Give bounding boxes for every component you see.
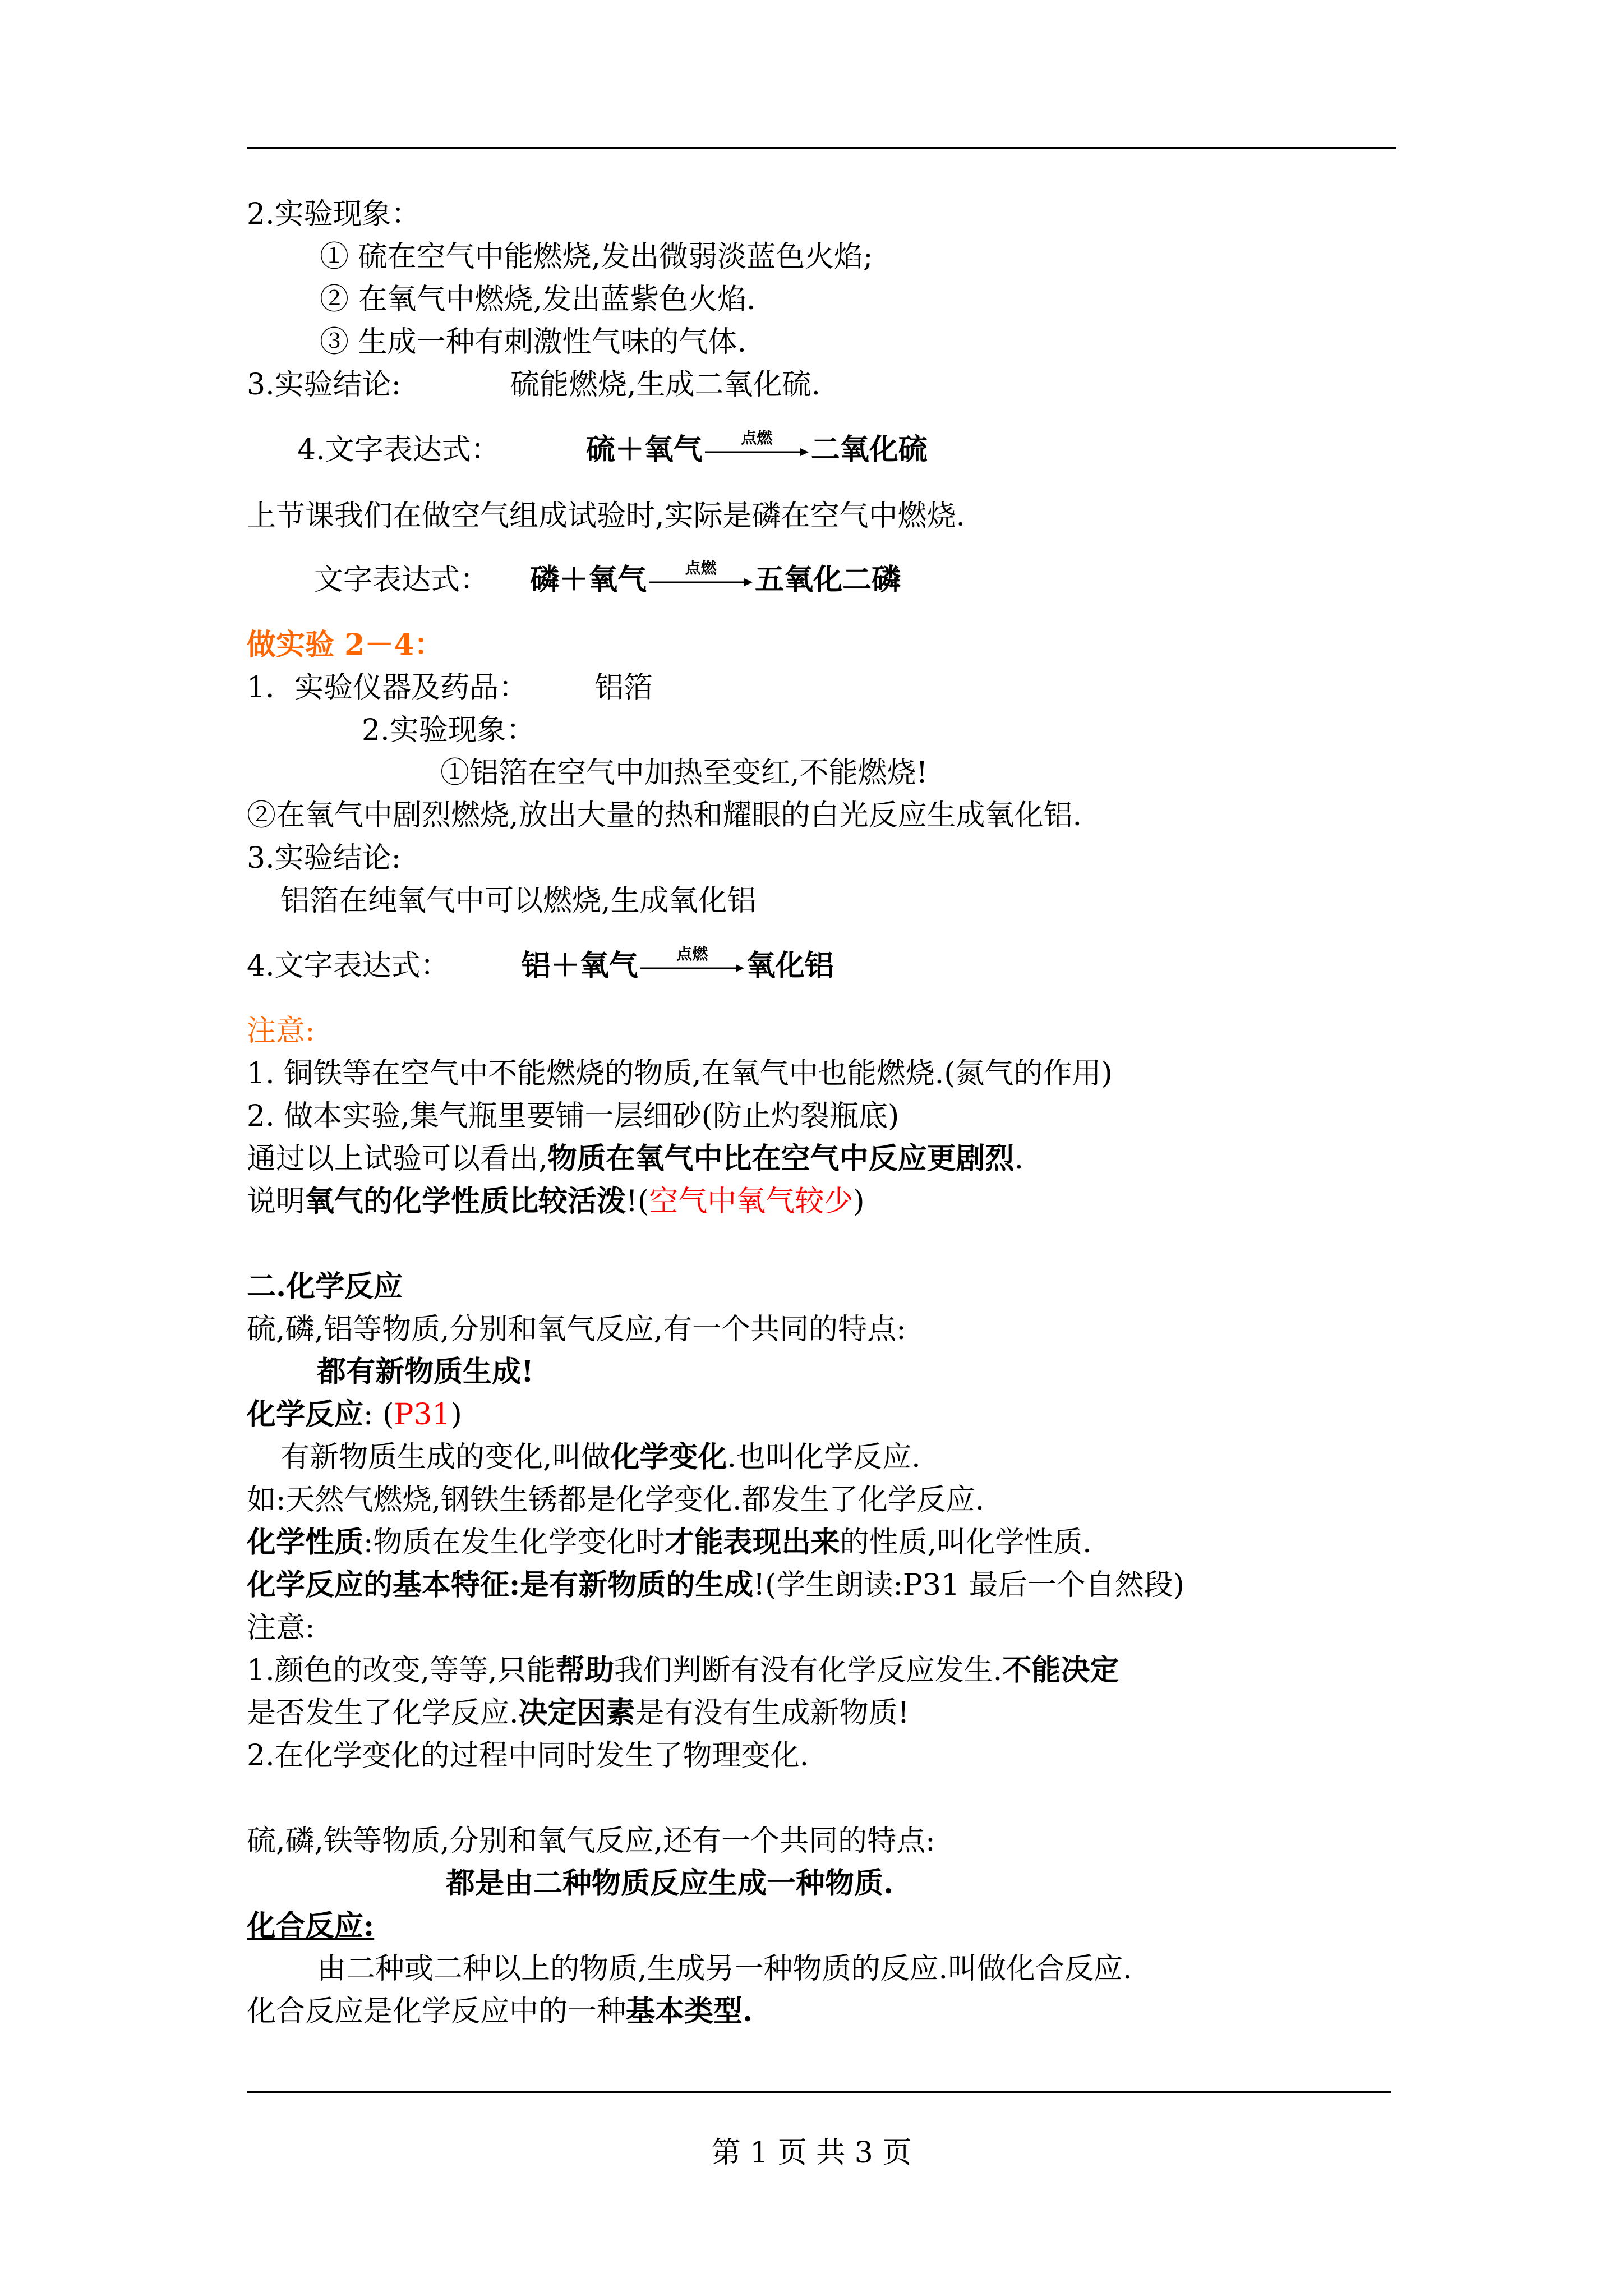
text: 有新物质生成的变化,叫做 xyxy=(280,1441,611,1474)
text: 是有没有生成新物质! xyxy=(635,1696,910,1730)
note-title: 注意: xyxy=(247,1611,315,1645)
reaction-intro-2: 硫,磷,铁等物质,分别和氧气反应,还有一个共同的特点: xyxy=(247,1824,935,1858)
reaction-arrow xyxy=(640,945,744,983)
text: !( xyxy=(626,1185,649,1218)
highlight: 空气中氧气较少 xyxy=(649,1185,854,1218)
reaction-arrow xyxy=(649,559,753,597)
observation-2: ②在氧气中剧烈燃烧,放出大量的热和耀眼的白光反应生成氧化铝. xyxy=(247,799,1082,832)
text: . xyxy=(1014,1142,1024,1176)
combination-type xyxy=(247,1995,753,2028)
phenomenon-title: 2.实验现象： xyxy=(247,197,421,231)
term: 化学反应 xyxy=(247,1397,364,1432)
condition-label: 点燃 xyxy=(685,559,717,577)
reaction-arrow xyxy=(705,429,809,467)
term: 化学变化 xyxy=(610,1440,727,1474)
emphasis: 基本类型. xyxy=(626,1994,753,2028)
text: .也叫化学反应. xyxy=(727,1441,921,1474)
combination-definition: 由二种或二种以上的物质,生成另一种物质的反应.叫做化合反应. xyxy=(317,1952,1132,1986)
summary-line-2 xyxy=(247,1185,865,1218)
reaction-intro: 硫,磷,铝等物质,分别和氧气反应,有一个共同的特点: xyxy=(247,1313,906,1346)
equation-label: 文字表达式： xyxy=(314,563,490,597)
definition-heading xyxy=(247,1398,462,1432)
note-line-2 xyxy=(247,1696,909,1730)
equation-reactants: 硫＋氧气 xyxy=(585,432,703,467)
conclusion-label: 3.实验结论: xyxy=(247,841,402,875)
apparatus-label: 1．实验仪器及药品： xyxy=(247,671,528,705)
apparatus-value: 铝箔 xyxy=(594,671,653,705)
note-line-3: 2.在化学变化的过程中同时发生了物理变化. xyxy=(247,1739,809,1773)
text: 化合反应是化学反应中的一种 xyxy=(247,1995,626,2028)
footer-rule xyxy=(247,2091,1391,2093)
text: !(学生朗读:P31 最后一个自然段) xyxy=(753,1568,1184,1602)
section-heading: 二.化学反应 xyxy=(247,1269,403,1304)
emphasis: 才能表现出来 xyxy=(665,1525,840,1559)
equation-products: 氧化铝 xyxy=(746,949,834,983)
text: 是否发生了化学反应. xyxy=(247,1696,519,1730)
equation-products: 五氧化二磷 xyxy=(755,563,901,597)
text: 1.颜色的改变,等等,只能 xyxy=(247,1654,556,1687)
equation-reactants: 磷＋氧气 xyxy=(530,563,647,597)
observation-1: ①铝箔在空气中加热至变红,不能燃烧! xyxy=(440,756,928,790)
conclusion-label: 3.实验结论: xyxy=(247,368,402,402)
reaction-feature-2: 都是由二种物质反应生成一种物质. xyxy=(446,1866,894,1901)
reaction-feature: 都有新物质生成! xyxy=(317,1355,534,1389)
observation-3: ③ 生成一种有刺激性气味的气体. xyxy=(320,325,747,359)
combination-heading: 化合反应: xyxy=(247,1909,375,1943)
equation-label: 4.文字表达式： xyxy=(247,949,450,983)
note-1: 1. 铜铁等在空气中不能燃烧的物质,在氧气中也能燃烧.(氮气的作用) xyxy=(247,1057,1113,1091)
aluminum-equation xyxy=(247,945,834,983)
phenomenon-title: 2.实验现象： xyxy=(362,714,536,747)
condition-label: 点燃 xyxy=(676,945,708,963)
text: :物质在发生化学变化时 xyxy=(363,1526,665,1559)
condition-label: 点燃 xyxy=(741,429,773,447)
header-rule xyxy=(247,147,1396,149)
page-reference: P31 xyxy=(394,1398,451,1432)
text: 通过以上试验可以看出, xyxy=(247,1142,548,1176)
phosphorus-intro: 上节课我们在做空气组成试验时,实际是磷在空气中燃烧. xyxy=(247,499,966,533)
term: 化学性质 xyxy=(247,1525,364,1559)
conclusion-text: 铝箔在纯氧气中可以燃烧,生成氧化铝 xyxy=(280,884,757,918)
emphasis: 不能决定 xyxy=(1002,1653,1119,1687)
definition-line xyxy=(280,1441,921,1474)
emphasis: 氧气的化学性质比较活泼 xyxy=(305,1184,626,1218)
summary-line-1 xyxy=(247,1142,1023,1176)
text: ) xyxy=(450,1398,462,1432)
phosphorus-equation xyxy=(314,559,901,597)
emphasis: 决定因素 xyxy=(518,1696,635,1730)
emphasis: 物质在氧气中比在空气中反应更剧烈 xyxy=(547,1142,1015,1176)
observation-2: ② 在氧气中燃烧,发出蓝紫色火焰. xyxy=(320,283,756,316)
note-2: 2. 做本实验,集气瓶里要铺一层细砂(防止灼裂瓶底) xyxy=(247,1099,900,1133)
property-line xyxy=(247,1526,1092,1559)
text: : ( xyxy=(363,1398,394,1432)
term: 化学反应的基本特征:是有新物质的生成 xyxy=(247,1568,754,1602)
sulfur-equation xyxy=(297,429,928,467)
conclusion-text: 硫能燃烧,生成二氧化硫. xyxy=(510,368,821,402)
text: 说明 xyxy=(247,1185,306,1218)
notes-title: 注意: xyxy=(247,1014,315,1048)
experiment-title: 做实验 2－4： xyxy=(247,628,444,662)
text: 我们判断有没有化学反应发生. xyxy=(614,1654,1003,1687)
observation-1: ① 硫在空气中能燃烧,发出微弱淡蓝色火焰; xyxy=(320,240,873,274)
text: ) xyxy=(853,1185,865,1218)
equation-products: 二氧化硫 xyxy=(810,432,928,467)
emphasis: 帮助 xyxy=(555,1653,614,1687)
equation-reactants: 铝＋氧气 xyxy=(521,949,638,983)
basic-feature-line xyxy=(247,1568,1184,1602)
equation-label: 4.文字表达式： xyxy=(297,433,500,467)
note-line-1 xyxy=(247,1654,1119,1687)
text: 的性质,叫化学性质. xyxy=(840,1526,1092,1559)
page-number: 第 1 页 共 3 页 xyxy=(711,2136,912,2170)
example-line: 如:天然气燃烧,钢铁生锈都是化学变化.都发生了化学反应. xyxy=(247,1483,985,1517)
